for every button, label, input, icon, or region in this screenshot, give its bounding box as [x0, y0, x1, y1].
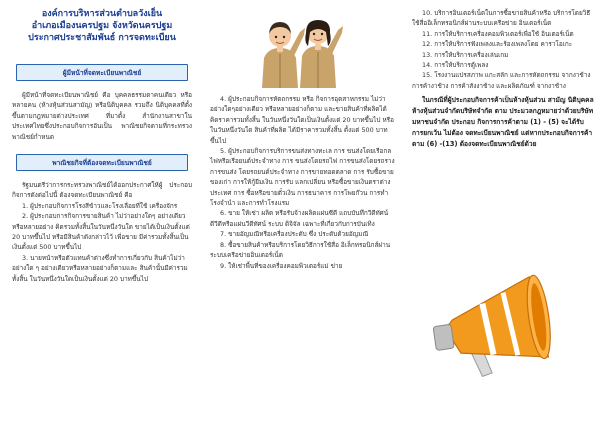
list-item: 11. การให้บริการเครื่องคอมพิวเตอร์เพื่อใช้ อินเตอร์เน็ต: [422, 29, 574, 38]
list-item: 15. โรงงานแปรสภาพ แกะสลัก และการหัตถกรรม จากงาช้าง การค้างาช้าง การค้าสังงาช้าง และผลิตภัณฑ์ จากงาช้าง: [412, 71, 591, 90]
list-item: 4. ผู้ประกอบกิจการหัตถกรรม หรือ กิจการอุตสาหกรรม ไม่ว่าอย่างใดๆอย่างเดียว หรือหลายอย่างก็ตาม และขายสินค้าที่ผลิตได้ คิดราคารวมทั้งสิ้น ในวันหนึ่งวันใดเป็นเงินตั้งแต่ 20 บาทขึ้นไป หรือในวันหนึ่งวันใด สินค้าที่ผลิต ได้มีราคารวมทั้งสิ้น ตั้งแต่ 500 บาทขึ้นไป: [210, 95, 394, 145]
org-name: องค์การบริหารส่วนตำบลวังเย็น: [41, 9, 163, 19]
list-item: 8. ซื้อขายสินค้าหรือบริการโดยวิธีการใช้สื่อ อิเล็กทรอนิกส์ผ่านระบบเครือข่ายอินเตอร์เน็ต: [210, 240, 391, 260]
section2-heading: พาณิชยกิจที่ต้องจดทะเบียนพาณิชย์: [16, 154, 188, 171]
announcement-title: ประกาศประชาสัมพันธ์ การจดทะเบียน: [28, 33, 176, 43]
section1-body: ผู้มีหน้าที่จดทะเบียนพาณิชย์ คือ บุคคลธรรมดาคนเดียว หรือหลายคน (ห้างหุ้นส่วนสามัญ) หรือนิติบุคคล รวมถึง นิติบุคคลที่ตั้งขึ้นตามกฎหมายต่างประเทศ ที่มาตั้ง สำนักงานสาขาในประเทศไทยซึ่งประกอบกิจการอันเป็น พาณิชยกิจตามที่กระทรวงพาณิชย์กำหนด: [12, 91, 192, 141]
megaphone-icon: [426, 264, 566, 394]
list-item: 6. ขาย ให้เช่า ผลิต หรือรับจ้างผลิตแผ่นซีดี แถบบันทึกวีดีทัศน์ ดีวีดีหรือแผ่นวีดีทัศน์ ระบบ ดิจิจัล เฉพาะที่เกี่ยวกับการบันเทิง: [210, 209, 389, 228]
official-left: [262, 22, 305, 88]
list-item: 7. ขายอัญมณีหรือเครื่องประดับ ซึ่ง ประดับด้วยอัญมณี: [220, 230, 369, 239]
officials-saluting-illustration: [248, 2, 348, 88]
org-header: [12, 8, 192, 44]
list-item: 1. ผู้ประกอบกิจการโรงสีข้าวและโรงเลื่อยที่ใช้ เครื่องจักร: [22, 201, 178, 210]
official-right: [300, 20, 343, 88]
list-item: 3. นายหน้าหรือตัวแทนค้าต่างซึ่งทำการเกี่ยวกับ สินค้าไม่ว่าอย่างใด ๆ อย่างเดียวหรือหลายอย่างก็ตามและ สินค้านั้นมีค่ารวมทั้งสิ้น ในวันหนึ่งวันใดเป็นเงินตั้งแต่ 20 บาทขึ้นไป: [12, 253, 188, 283]
list-item: 12. การให้บริการฟังเพลงและร้องเพลงโดย คาราโอเกะ: [422, 40, 573, 49]
section2-intro: รัฐมนตรีว่าการกระทรวงพาณิชย์ได้ออกประกาศให้ผู้ ประกอบกิจการดังต่อไปนี้ ต้องจดทะเบียนพาณิชย์ คือ: [12, 181, 192, 200]
conclusion-text: ในกรณีที่ผู้ประกอบกิจการค้าเป็นห้างหุ้นส่วน สามัญ นิติบุคคล ห้างหุ้นส่วนจำกัดบริษัทจำกัด ตาม ประมวลกฎหมายว่าด้วยบริษัทมหาชนจำกัด ประกอบ กิจการการค้าตาม (1) - (5) จะได้รับการยกเว้น ไม่ต้อง จดทะเบียนพาณิชย์ แต่หากประกอบกิจการค้าตาม (6) -(13) ต้องจดทะเบียนพาณิชย์ด้วย: [412, 96, 594, 149]
list-item: 2. ผู้ประกอบการกิจการขายสินค้า ไม่ว่าอย่างใดๆ อย่างเดียวหรือหลายอย่าง คิดรวมทั้งสิ้นในวันหนึ่งวันใด ขายได้เป็นเงินตั้งแต่ 20 บาทขึ้นไป หรือมีสินค้าดังกล่าวไว้ เพื่อขาย มีค่ารวมทั้งสิ้นเป็นเงินตั้งแต่ 500 บาทขึ้นไป: [12, 212, 190, 252]
list-item: 5. ผู้ประกอบกิจการบริการขนส่งทางทะเล การ ขนส่งโดยเรือกลไฟหรือเรือยนต์ประจำทาง การ ขนส่งโดยรถไฟ การขนส่งโดยรถราง การขนส่ง โดยรถยนต์ประจำทาง การขายทอดตลาด การ รับซื้อขายของเก่า การให้กู้ยืมเงิน การรับ แลกเปลี่ยน หรือซื้อขายเงินตราต่างประเทศ การ ซื้อหรือขายตั๋วเงิน การธนาคาร การโพยก๊วน การทำโรงจำนำ และการทำโรงแรม: [210, 147, 395, 208]
list-item: 13. การให้บริการเครื่องเล่นเกม: [422, 50, 509, 59]
list-item: 10. บริการอินเตอร์เน็ตในการซื้อขายสินค้าหรือ บริการโดยวิธีใช้สื่ออิเล็กทรอนิกส์ผ่านระบบเครือข่าย อินเตอร์เน็ต: [412, 9, 591, 28]
list-item: 9. ให้เช่าพื้นที่ของเครื่องคอมพิวเตอร์แม่ ข่าย: [220, 261, 343, 270]
left-column: [0, 0, 200, 424]
org-location: อำเภอเมืองนครปฐม จังหวัดนครปฐม: [31, 21, 173, 31]
list-item: 14. การให้บริการตู้เพลง: [422, 61, 489, 70]
section1-heading: ผู้มีหน้าที่จดทะเบียนพาณิชย์: [16, 64, 188, 81]
